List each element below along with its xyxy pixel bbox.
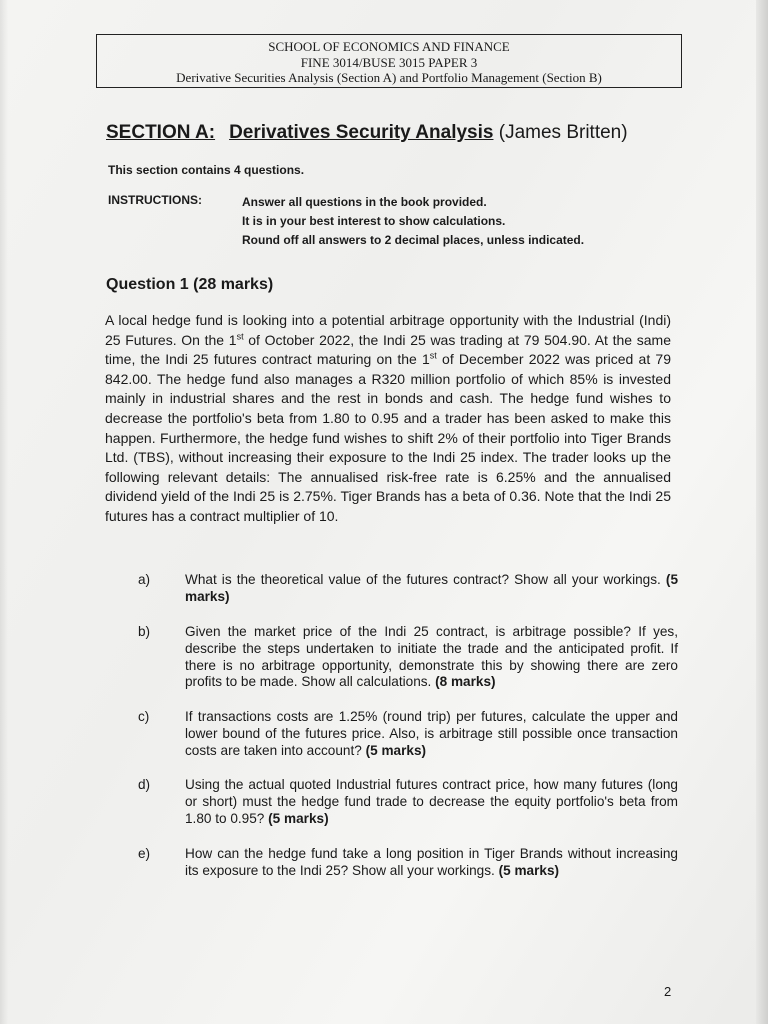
question-body — [105, 311, 671, 527]
section-author: (James Britten) — [498, 122, 628, 143]
question-text: of December 2022 was priced at 79 842.00. The hedge fund also manages a R320 million portfolio of which 85% is invested mainly in industrial shares and the rest in bonds and cash. The hedge fund wishes to decrease the portfolio's beta from 1.80 to 0.95 and a trader has been asked to make this happen. Furthermore, the hedge fund wishes to shift 2% of their portfolio into Tiger Brands Ltd. (TBS), without increasing their exposure to the Indi 25 index. The trader looks up the following relevant details: The annualised risk-free rate is 6.25% and the annualised dividend yield of the Indi 25 is 2.75%. Tiger Brands has a beta of 0.36. Note that the Indi 25 futures has a contract multiplier of 10. — [105, 351, 672, 524]
part-label: b) — [138, 624, 151, 639]
section-name: Derivatives Security Analysis — [229, 122, 494, 143]
part-label: c) — [138, 709, 150, 724]
page-shadow — [0, 0, 8, 1024]
header-paper-title: Derivative Securities Analysis (Section A) and Portfolio Management (Section B) — [176, 70, 602, 85]
part-marks: (5 marks) — [498, 862, 560, 878]
page-edge — [756, 0, 768, 1024]
question-part-e — [138, 846, 678, 880]
header-school: SCHOOL OF ECONOMICS AND FINANCE — [268, 39, 510, 54]
part-label: d) — [138, 777, 151, 792]
instruction-item: Round off all answers to 2 decimal places, unless indicated. — [242, 233, 585, 247]
instruction-item: Answer all questions in the book provided. — [242, 195, 487, 209]
section-intro: This section contains 4 questions. — [108, 163, 305, 177]
question-text: of October 2022, the Indi 25 was trading at 79 504.90. At the same time, the Indi 25 futures contract maturing on the 1 — [105, 331, 671, 368]
part-marks: (5 marks) — [268, 810, 329, 826]
page-number: 2 — [664, 984, 672, 999]
ordinal-suffix: st — [236, 330, 244, 341]
ordinal-suffix: st — [429, 350, 437, 361]
part-text: Using the actual quoted Industrial futures contract price, how many futures (long or short) must the hedge fund trade to decrease the equity portfolio's beta from 1.80 to 0.95? — [185, 777, 678, 826]
question-part-b — [138, 624, 678, 691]
question-part-a — [138, 572, 678, 606]
header-course: FINE 3014/BUSE 3015 PAPER 3 — [300, 54, 478, 70]
part-label: a) — [138, 572, 151, 587]
question-part-c — [138, 709, 678, 759]
instruction-item: It is in your best interest to show calculations. — [242, 214, 506, 228]
part-label: e) — [138, 846, 151, 861]
instructions-label: INSTRUCTIONS: — [108, 193, 202, 207]
part-marks: (8 marks) — [435, 674, 496, 690]
section-label: SECTION A: — [106, 122, 216, 143]
part-marks: (5 marks) — [185, 572, 679, 604]
part-text: What is the theoretical value of the futures contract? Show all your workings. — [185, 572, 661, 587]
part-text: Given the market price of the Indi 25 contract, is arbitrage possible? If yes, describe the steps undertaken to initiate the trade and the anticipated profit. If there is no arbitrage opportunity, demonstrate this by showing there are zero profits to be made. Show all calculations. — [185, 624, 678, 690]
section-title — [106, 122, 628, 144]
question-title: Question 1 (28 marks) — [106, 276, 274, 293]
instructions-list — [242, 193, 584, 250]
part-text: How can the hedge fund take a long position in Tiger Brands without increasing its exposure to the Indi 25? Show all your workings. — [185, 846, 678, 878]
part-text: If transactions costs are 1.25% (round trip) per futures, calculate the upper and lower bound of the futures price. Also, is arbitrage still possible once transaction costs are taken into account? — [185, 709, 678, 758]
question-text: A local hedge fund is looking into a potential arbitrage opportunity with the Industrial (Indi) 25 Futures. On the 1 — [105, 312, 671, 348]
question-part-d — [138, 777, 678, 827]
part-marks: (5 marks) — [365, 742, 427, 758]
exam-header-box — [96, 34, 682, 88]
